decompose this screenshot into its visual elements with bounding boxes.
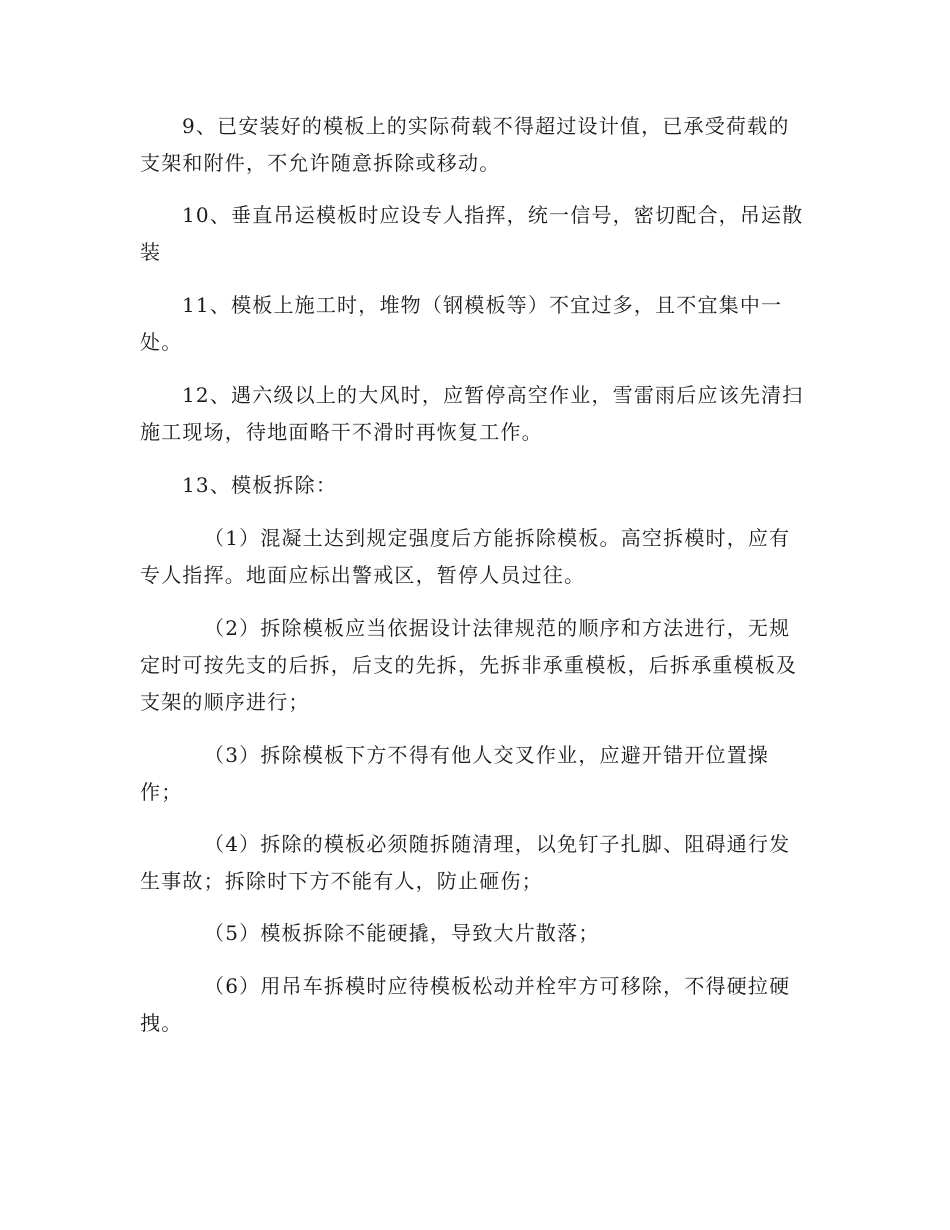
paragraph-item-9: 9、已安装好的模板上的实际荷载不得超过设计值，已承受荷载的支架和附件，不允许随意拆除或移动。 (140, 114, 790, 175)
paragraph-subitem-3: （3）拆除模板下方不得有他人交叉作业，应避开错开位置操作； (140, 743, 770, 804)
paragraph-item-10: 10、垂直吊运模板时应设专人指挥，统一信号，密切配合，吊运散装 (140, 203, 804, 264)
paragraph-subitem-2: （2）拆除模板应当依据设计法律规范的顺序和方法进行，无规定时可按先支的后拆，后支的先拆，先拆非承重模板，后拆承重模板及支架的顺序进行； (140, 616, 798, 714)
paragraph-subitem-5: （5）模板拆除不能硬撬，导致大片散落； (204, 921, 600, 945)
paragraph-subitem-1: （1）混凝土达到规定强度后方能拆除模板。高空拆模时，应有专人指挥。地面应标出警戒区，暂停人员过往。 (140, 526, 791, 587)
paragraph-item-12: 12、遇六级以上的大风时，应暂停高空作业，雪雷雨后应该先清扫施工现场，待地面略干不滑时再恢复工作。 (140, 383, 804, 444)
paragraph-subitem-4: （4）拆除的模板必须随拆随清理，以免钉子扎脚、阻碍通行发生事故；拆除时下方不能有人，防止砸伤； (140, 832, 791, 893)
paragraph-subitem-6: （6）用吊车拆模时应待模板松动并栓牢方可移除，不得硬拉硬拽。 (140, 974, 791, 1035)
paragraph-item-13: 13、模板拆除： (182, 473, 338, 497)
paragraph-item-11: 11、模板上施工时，堆物（钢模板等）不宜过多，且不宜集中一处。 (140, 293, 783, 354)
